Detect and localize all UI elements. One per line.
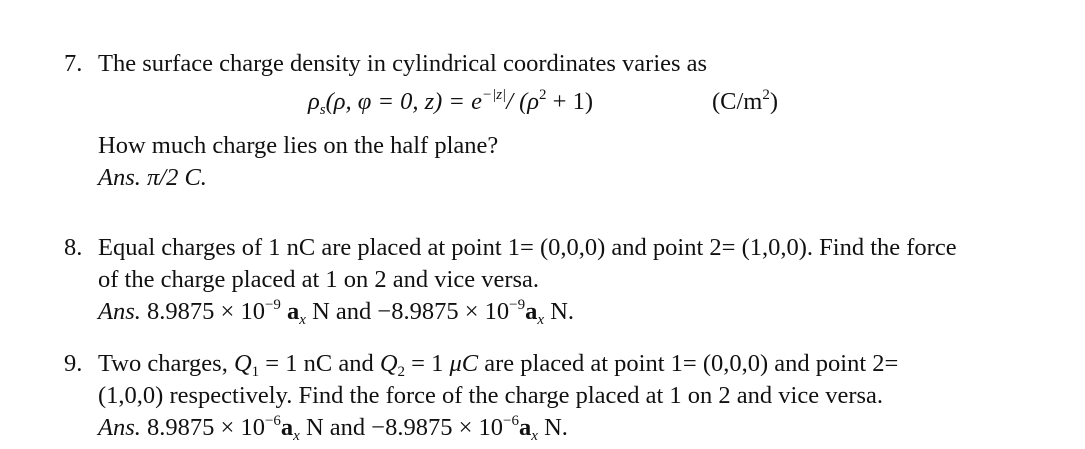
answer: Ans. π/2 C. — [98, 164, 207, 191]
problem-7 — [64, 48, 1024, 194]
problem-number: 9. — [64, 350, 83, 377]
problem-8 — [64, 232, 1024, 328]
equation-row — [98, 80, 1024, 128]
equation-units: $(C/m^2)$ — [712, 87, 779, 115]
problem-statement-line-2: of the charge placed at 1 on 2 and vice versa. — [98, 266, 540, 293]
problem-statement: The surface charge density in cylindrical coordinates varies as — [98, 50, 708, 77]
answer: Ans. $8.9875 \times 10^{-9}$ $a_x$ N and $-8.9875 \times 10^{-9}a_x$ N. — [98, 297, 575, 328]
problem-statement-line-2: (1,0,0) respectively. Find the force of the charge placed at 1 on 2 and vice versa. — [98, 382, 884, 409]
problem-statement-line-1: Two charges, $Q_1 = 1$ nC and $Q_2 = 1$ μC are placed at point 1= (0,0,0) and point 2= — [98, 350, 899, 380]
problem-statement-line-1: Equal charges of 1 nC are placed at point 1= (0,0,0) and point 2= (1,0,0). Find the force — [98, 234, 957, 261]
problem-question: How much charge lies on the half plane? — [98, 132, 499, 159]
charge-density-equation: $\rho_s(\rho$, φ = 0, $z) = e^{-|z|}/$ $(\rho^2 + 1)$ — [308, 87, 594, 118]
answer: Ans. $8.9875 \times 10^{-6}a_x$ N and $-8.9875 \times 10^{-6}a_x$ N. — [98, 413, 568, 444]
problem-9 — [64, 348, 1024, 444]
problem-number: 7. — [64, 50, 83, 77]
problem-number: 8. — [64, 234, 83, 261]
